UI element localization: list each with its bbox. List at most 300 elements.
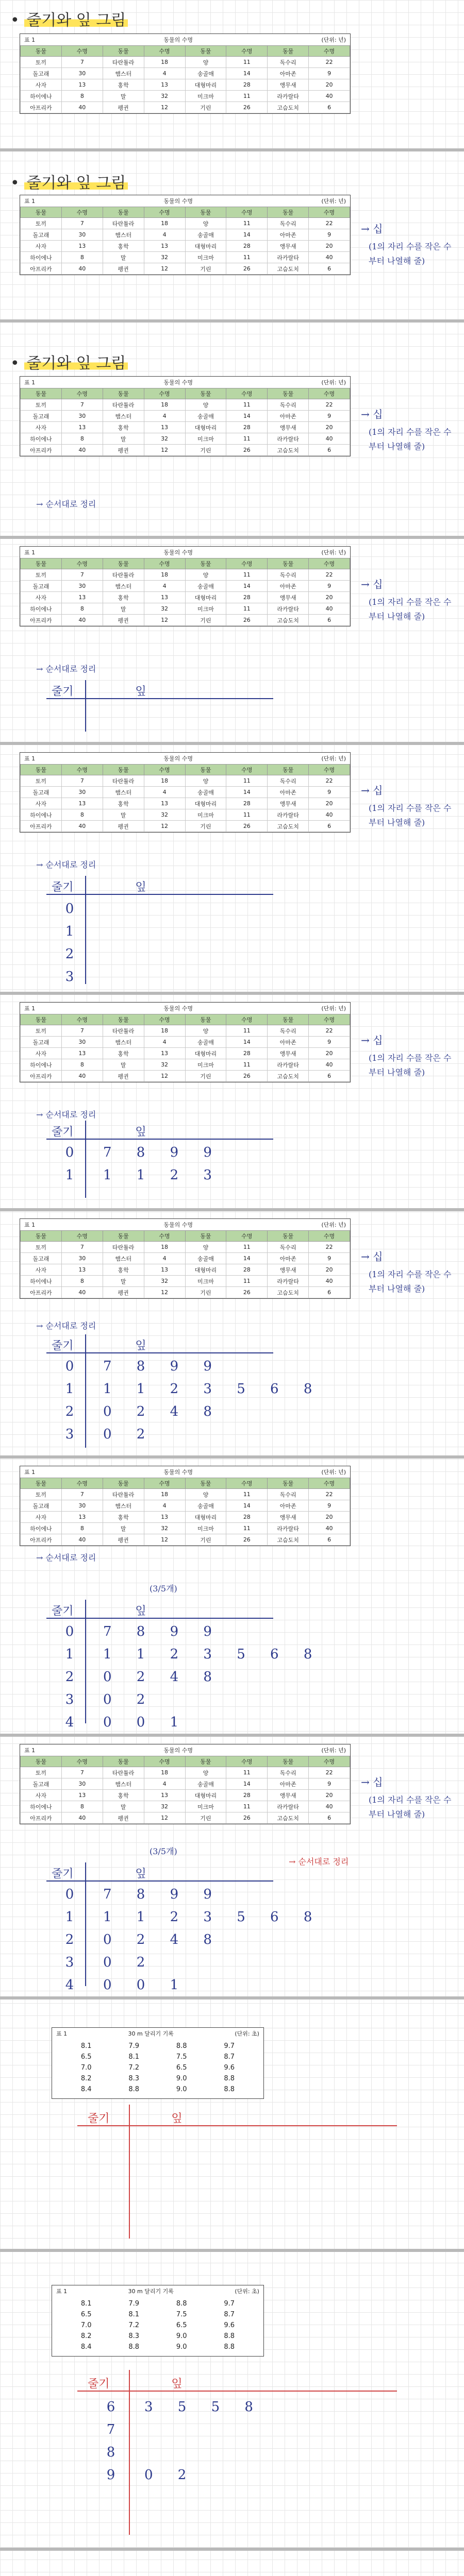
animal-lifespan-table	[20, 1218, 351, 1299]
score-value: 8.8	[128, 2343, 140, 2351]
table-header-cell: 수명	[61, 558, 103, 569]
table-header-cell: 수명	[309, 1478, 350, 1489]
table-cell: 앵무새	[268, 79, 309, 91]
table-cell: 40	[309, 1523, 350, 1534]
table-cell: 13	[61, 798, 103, 809]
table-cell: 20	[309, 1790, 350, 1801]
table-cell: 18	[144, 569, 185, 581]
panel-4	[0, 541, 464, 732]
table-unit: (단위: 년)	[321, 549, 346, 556]
score-value: 9.7	[224, 2042, 235, 2050]
table-cell: 햄스터	[103, 1037, 144, 1048]
divider	[0, 1455, 464, 1459]
table-cell: 고슴도치	[268, 1534, 309, 1546]
data-table	[20, 207, 350, 275]
stem-header: 줄기 잎	[52, 1868, 146, 1880]
table-cell: 앵무새	[268, 1048, 309, 1059]
table-row	[21, 775, 350, 787]
table-cell: 13	[144, 422, 185, 433]
table-cell: 펭귄	[103, 445, 144, 456]
table-row	[21, 57, 350, 68]
table-cell: 40	[61, 1534, 103, 1546]
table-cell: 말	[103, 1059, 144, 1071]
table-label: 표 1	[56, 2030, 68, 2037]
table-cell: 기린	[185, 821, 226, 832]
table-header-cell: 동물	[103, 1756, 144, 1767]
table-cell: 20	[309, 1264, 350, 1276]
stem-rows: 0 7 8 9 9 1 1 1 2 3 5 6 8 2 0 2 4 8 3 0 2 4 0 0 1	[65, 1887, 323, 1993]
table-row	[21, 1778, 350, 1790]
table-row	[21, 422, 350, 433]
table-header-cell: 동물	[103, 1014, 144, 1025]
table-header-cell: 동물	[21, 1478, 62, 1489]
table-cell: 13	[61, 79, 103, 91]
table-cell: 양	[185, 218, 226, 229]
annotation-ones: (1의 자리 수를 작은 수부터 나열해 줄)	[369, 597, 452, 621]
table-cell: 토끼	[21, 1767, 62, 1778]
table-cell: 28	[226, 1264, 268, 1276]
table-cell: 6	[309, 1812, 350, 1824]
stem-hline	[46, 1618, 273, 1619]
table-header-cell: 동물	[268, 1014, 309, 1025]
table-cell: 4	[144, 1037, 185, 1048]
stem-header: 줄기 잎	[52, 1340, 146, 1352]
table-cell: 아마존	[268, 68, 309, 79]
table-header-cell: 수명	[309, 1014, 350, 1025]
table-cell: 18	[144, 1025, 185, 1037]
table-cell: 사자	[21, 1264, 62, 1276]
stem-header: 줄기 잎	[52, 1605, 146, 1618]
annotation-summary: → 순서대로 정리	[289, 1857, 349, 1867]
table-cell: 9	[309, 787, 350, 798]
table-cell: 40	[61, 1287, 103, 1298]
table-cell: 9	[309, 1778, 350, 1790]
table-cell: 6	[309, 615, 350, 626]
annotation-ones: (1의 자리 수를 작은 수부터 나열해 줄)	[369, 1795, 452, 1819]
table-cell: 22	[309, 1767, 350, 1778]
table-cell: 4	[144, 1500, 185, 1512]
table-cell: 14	[226, 411, 268, 422]
table-cell: 독수리	[268, 1767, 309, 1778]
panel-3	[0, 330, 464, 531]
table-cell: 22	[309, 1025, 350, 1037]
score-value: 7.2	[128, 2064, 140, 2072]
table-cell: 홍학	[103, 592, 144, 603]
table-cell: 사자	[21, 592, 62, 603]
table-cell: 아마존	[268, 411, 309, 422]
table-label: 표 1	[24, 37, 36, 43]
table-cell: 11	[226, 569, 268, 581]
table-cell: 12	[144, 1071, 185, 1082]
panel-10	[0, 2002, 464, 2244]
table-cell: 14	[226, 1778, 268, 1790]
table-header-cell: 동물	[268, 558, 309, 569]
table-header-cell: 수명	[226, 1756, 268, 1767]
table-header-cell: 수명	[144, 207, 185, 218]
table-header-cell: 동물	[185, 1478, 226, 1489]
table-row	[21, 1059, 350, 1071]
table-row	[21, 79, 350, 91]
panel-heading: • 줄기와 잎 그림	[10, 350, 128, 373]
table-cell: 라카랄타	[268, 1276, 309, 1287]
data-table	[20, 45, 350, 113]
table-cell: 앵무새	[268, 241, 309, 252]
table-cell: 28	[226, 798, 268, 809]
divider	[0, 992, 464, 995]
table-cell: 8	[61, 1276, 103, 1287]
table-header-cell: 동물	[185, 388, 226, 399]
table-cell: 4	[144, 787, 185, 798]
table-header-cell: 수명	[61, 46, 103, 57]
table-cell: 40	[309, 603, 350, 615]
score-value: 8.3	[128, 2075, 140, 2082]
table-cell: 타란튤라	[103, 1767, 144, 1778]
table-cell: 26	[226, 1071, 268, 1082]
score-value: 7.9	[128, 2300, 140, 2308]
table-cell: 4	[144, 1253, 185, 1264]
score-value: 8.8	[128, 2086, 140, 2093]
score-grid	[52, 2039, 263, 2098]
table-header-cell: 동물	[21, 1231, 62, 1242]
table-cell: 대형마리	[185, 798, 226, 809]
table-label: 표 1	[24, 1005, 36, 1012]
table-cell: 고슴도치	[268, 445, 309, 456]
table-cell: 18	[144, 775, 185, 787]
table-cell: 아프리카	[21, 1812, 62, 1824]
table-cell: 송골매	[185, 1500, 226, 1512]
stem-rows: 0 7 8 9 9 1 1 1 2 3 5 6 8 2 0 2 4 8 3 0 2	[65, 1359, 323, 1442]
score-value: 8.4	[80, 2343, 92, 2351]
table-cell: 미크마	[185, 1059, 226, 1071]
table-cell: 아마존	[268, 581, 309, 592]
table-cell: 아프리카	[21, 102, 62, 113]
table-header-cell: 동물	[21, 46, 62, 57]
table-cell: 40	[61, 821, 103, 832]
annotation-ordered: → 순서대로 정리	[36, 1553, 96, 1563]
table-cell: 고슴도치	[268, 102, 309, 113]
running-record-table	[52, 2027, 264, 2099]
table-cell: 40	[61, 263, 103, 275]
panel-5	[0, 747, 464, 989]
table-header-cell: 동물	[21, 558, 62, 569]
table-header-cell: 수명	[309, 207, 350, 218]
table-cell: 13	[144, 798, 185, 809]
score-value: 8.8	[224, 2332, 235, 2340]
table-cell: 양	[185, 1025, 226, 1037]
table-cell: 8	[61, 1801, 103, 1812]
table-cell: 하이에나	[21, 1276, 62, 1287]
animal-lifespan-table	[20, 376, 351, 456]
table-cell: 미크마	[185, 91, 226, 102]
table-cell: 26	[226, 1534, 268, 1546]
table-cell: 11	[226, 57, 268, 68]
table-cell: 토끼	[21, 1025, 62, 1037]
table-cell: 토끼	[21, 775, 62, 787]
table-cell: 11	[226, 91, 268, 102]
table-row	[21, 68, 350, 79]
table-cell: 타란튤라	[103, 1489, 144, 1500]
table-cell: 앵무새	[268, 1264, 309, 1276]
table-cell: 홍학	[103, 79, 144, 91]
table-header-cell: 동물	[185, 765, 226, 775]
panel-12	[0, 2553, 464, 2576]
table-cell: 아프리카	[21, 1287, 62, 1298]
table-cell: 아마존	[268, 1500, 309, 1512]
annotation-ones: (1의 자리 수를 작은 수부터 나열해 줄)	[369, 803, 452, 827]
table-row	[21, 1048, 350, 1059]
data-table	[20, 1014, 350, 1082]
table-label: 표 1	[24, 1747, 36, 1754]
table-cell: 40	[309, 1801, 350, 1812]
data-table	[20, 558, 350, 626]
table-cell: 4	[144, 68, 185, 79]
score-value: 8.8	[224, 2343, 235, 2351]
table-cell: 아프리카	[21, 263, 62, 275]
annotation-tens: → 십	[361, 578, 383, 590]
table-cell: 돌고래	[21, 1037, 62, 1048]
table-cell: 송골매	[185, 68, 226, 79]
table-cell: 독수리	[268, 1025, 309, 1037]
annotation-ones: (1의 자리 수를 작은 수부터 나열해 줄)	[369, 242, 452, 266]
table-cell: 토끼	[21, 1489, 62, 1500]
table-cell: 아마존	[268, 1778, 309, 1790]
table-cell: 독수리	[268, 57, 309, 68]
table-cell: 20	[309, 798, 350, 809]
table-cell: 토끼	[21, 569, 62, 581]
table-cell: 18	[144, 218, 185, 229]
table-cell: 고슴도치	[268, 1071, 309, 1082]
table-cell: 햄스터	[103, 1253, 144, 1264]
table-cell: 14	[226, 1500, 268, 1512]
table-cell: 돌고래	[21, 411, 62, 422]
table-cell: 6	[309, 445, 350, 456]
table-cell: 타란튤라	[103, 57, 144, 68]
table-header-cell: 동물	[268, 207, 309, 218]
table-cell: 대형마리	[185, 592, 226, 603]
table-cell: 말	[103, 91, 144, 102]
table-label: 표 1	[24, 1469, 36, 1476]
table-cell: 26	[226, 263, 268, 275]
stem-hline	[46, 894, 273, 895]
table-header-cell: 수명	[61, 765, 103, 775]
annotation-count: (3/5개)	[150, 1846, 177, 1856]
table-cell: 앵무새	[268, 592, 309, 603]
annotation-tens: → 십	[361, 1034, 383, 1046]
table-cell: 6	[309, 263, 350, 275]
table-row	[21, 1767, 350, 1778]
table-cell: 하이에나	[21, 91, 62, 102]
table-cell: 8	[61, 252, 103, 263]
table-header-cell: 수명	[309, 1756, 350, 1767]
table-cell: 12	[144, 263, 185, 275]
table-cell: 돌고래	[21, 787, 62, 798]
animal-lifespan-table	[20, 752, 351, 833]
table-cell: 11	[226, 603, 268, 615]
table-cell: 송골매	[185, 1037, 226, 1048]
table-cell: 토끼	[21, 57, 62, 68]
table-cell: 8	[61, 1059, 103, 1071]
table-title: 동물의 수명	[163, 1005, 193, 1012]
table-cell: 28	[226, 1048, 268, 1059]
table-cell: 40	[309, 1059, 350, 1071]
score-value: 8.7	[224, 2053, 235, 2061]
table-cell: 말	[103, 1276, 144, 1287]
table-row	[21, 1287, 350, 1298]
table-row	[21, 1523, 350, 1534]
table-cell: 기린	[185, 1534, 226, 1546]
table-cell: 13	[144, 1790, 185, 1801]
table-cell: 송골매	[185, 581, 226, 592]
table-cell: 펭귄	[103, 1287, 144, 1298]
table-cell: 토끼	[21, 218, 62, 229]
table-cell: 40	[61, 1071, 103, 1082]
table-cell: 양	[185, 57, 226, 68]
table-cell: 햄스터	[103, 1778, 144, 1790]
table-cell: 9	[309, 1253, 350, 1264]
table-header-cell: 동물	[185, 558, 226, 569]
table-cell: 독수리	[268, 569, 309, 581]
table-cell: 미크마	[185, 1523, 226, 1534]
table-cell: 말	[103, 252, 144, 263]
table-cell: 12	[144, 1287, 185, 1298]
table-header-cell: 수명	[309, 46, 350, 57]
table-row	[21, 569, 350, 581]
table-cell: 11	[226, 1025, 268, 1037]
table-unit: (단위: 년)	[321, 1469, 346, 1476]
table-cell: 32	[144, 252, 185, 263]
table-cell: 아마존	[268, 1037, 309, 1048]
table-cell: 30	[61, 1253, 103, 1264]
table-cell: 40	[61, 615, 103, 626]
table-cell: 기린	[185, 263, 226, 275]
divider	[0, 536, 464, 539]
annotation-tens: → 십	[361, 1776, 383, 1788]
table-header-cell: 수명	[61, 388, 103, 399]
table-cell: 홍학	[103, 798, 144, 809]
table-header-cell: 동물	[103, 207, 144, 218]
table-cell: 20	[309, 592, 350, 603]
table-cell: 고슴도치	[268, 1812, 309, 1824]
table-cell: 9	[309, 581, 350, 592]
score-value: 8.4	[80, 2086, 92, 2093]
table-cell: 7	[61, 218, 103, 229]
table-cell: 8	[61, 603, 103, 615]
table-cell: 7	[61, 57, 103, 68]
table-cell: 13	[61, 592, 103, 603]
table-row	[21, 603, 350, 615]
table-header-cell: 동물	[185, 46, 226, 57]
table-unit: (단위: 초)	[235, 2030, 259, 2037]
table-cell: 하이에나	[21, 433, 62, 445]
table-cell: 사자	[21, 79, 62, 91]
table-cell: 햄스터	[103, 787, 144, 798]
score-value: 8.2	[80, 2075, 92, 2082]
data-table	[20, 1756, 350, 1824]
stem-column: 0 1 2 3	[65, 901, 74, 985]
table-title: 30 m 달리기 기록	[128, 2030, 174, 2037]
table-row	[21, 1276, 350, 1287]
table-cell: 하이에나	[21, 252, 62, 263]
table-cell: 라카랄타	[268, 1801, 309, 1812]
table-cell: 앵무새	[268, 1790, 309, 1801]
table-row	[21, 1264, 350, 1276]
table-header-cell: 수명	[226, 1231, 268, 1242]
table-cell: 8	[61, 1523, 103, 1534]
table-cell: 30	[61, 1037, 103, 1048]
table-cell: 26	[226, 445, 268, 456]
table-cell: 대형마리	[185, 422, 226, 433]
table-cell: 18	[144, 57, 185, 68]
table-cell: 고슴도치	[268, 263, 309, 275]
stem-header: 줄기 잎	[88, 2378, 183, 2391]
table-cell: 홍학	[103, 241, 144, 252]
table-header-cell: 동물	[21, 388, 62, 399]
table-cell: 18	[144, 1489, 185, 1500]
table-cell: 양	[185, 1242, 226, 1253]
table-row	[21, 1512, 350, 1523]
table-title: 동물의 수명	[163, 198, 193, 205]
table-header-cell: 수명	[226, 46, 268, 57]
table-cell: 돌고래	[21, 229, 62, 241]
table-cell: 13	[61, 1790, 103, 1801]
table-cell: 14	[226, 1037, 268, 1048]
data-table	[20, 1230, 350, 1298]
divider	[0, 1734, 464, 1737]
table-cell: 9	[309, 1500, 350, 1512]
table-header-cell: 수명	[226, 558, 268, 569]
table-cell: 사자	[21, 422, 62, 433]
table-cell: 22	[309, 775, 350, 787]
table-header-cell: 동물	[268, 46, 309, 57]
table-cell: 6	[309, 1534, 350, 1546]
table-cell: 28	[226, 1512, 268, 1523]
table-header-cell: 수명	[226, 1014, 268, 1025]
table-cell: 대형마리	[185, 1512, 226, 1523]
table-unit: (단위: 초)	[235, 2288, 259, 2295]
table-cell: 22	[309, 218, 350, 229]
annotation-tens: → 십	[361, 1250, 383, 1263]
table-row	[21, 252, 350, 263]
table-cell: 32	[144, 809, 185, 821]
table-title: 동물의 수명	[163, 1469, 193, 1476]
table-cell: 라카랄타	[268, 91, 309, 102]
score-value: 7.9	[128, 2042, 140, 2050]
table-row	[21, 1253, 350, 1264]
table-cell: 홍학	[103, 1048, 144, 1059]
table-row	[21, 218, 350, 229]
table-cell: 앵무새	[268, 1512, 309, 1523]
table-row	[21, 263, 350, 275]
table-cell: 32	[144, 91, 185, 102]
animal-lifespan-table	[20, 1744, 351, 1824]
table-cell: 독수리	[268, 1242, 309, 1253]
table-cell: 14	[226, 68, 268, 79]
table-row	[21, 821, 350, 832]
table-cell: 13	[144, 1512, 185, 1523]
annotation-tens: → 십	[361, 223, 383, 235]
table-cell: 22	[309, 1489, 350, 1500]
table-cell: 기린	[185, 102, 226, 113]
table-cell: 돌고래	[21, 581, 62, 592]
table-cell: 사자	[21, 798, 62, 809]
score-value: 6.5	[80, 2311, 92, 2318]
table-row	[21, 241, 350, 252]
score-value: 9.0	[176, 2332, 187, 2340]
table-cell: 14	[226, 787, 268, 798]
table-title: 동물의 수명	[163, 379, 193, 386]
table-cell: 독수리	[268, 218, 309, 229]
table-row	[21, 798, 350, 809]
